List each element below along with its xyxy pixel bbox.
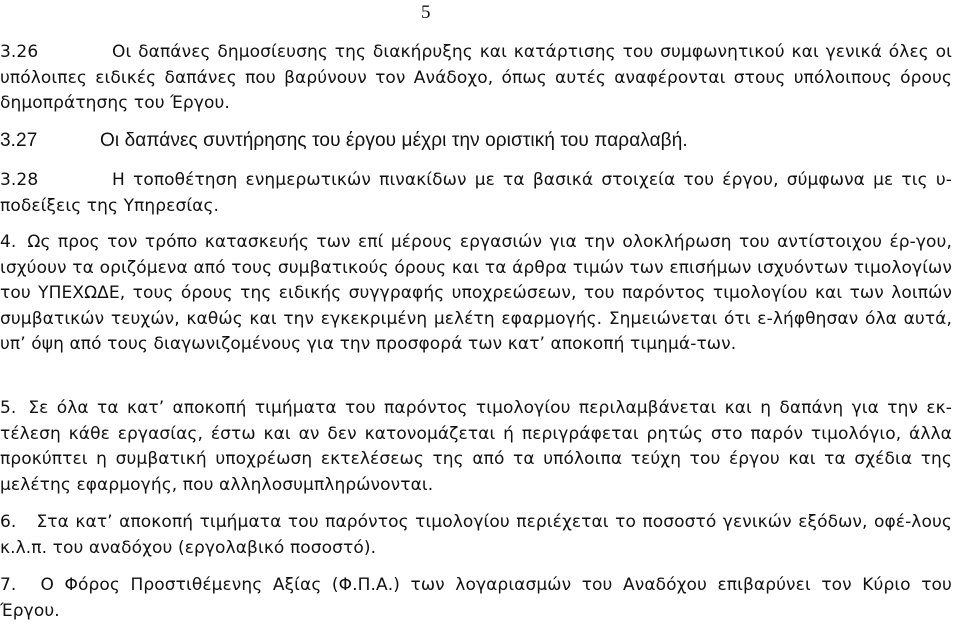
paragraph-number: 7. <box>0 575 17 595</box>
paragraph-3-28 <box>0 168 952 219</box>
paragraph-4 <box>0 230 952 358</box>
paragraph-text: Ως προς τον τρόπο κατασκευής των επί μέρους εργασιών για την ολοκλήρωση του αντίστοιχου έρ-γου, ισχύουν τα οριζόμενα από τους συμβατικούς όρους και τα άρθρα τιμών των επισήμων ισχυόντων τιμολογίων του ΥΠΕΧΩΔΕ, τους όρους της ειδικής συγγραφής υποχρεώσεων, του παρόντος τιμολογίου και των λοιπών συμβατικών τευχών, καθώς και την εγκεκριμένη μελέτη εφαρμογής. Σημειώνεται ότι ε-λήφθησαν όλα αυτά, υπ’ όψη από τους διαγωνιζομένους για την προσφορά των κατ’ αποκοπή τιμημά-των. <box>0 232 952 354</box>
paragraph-5 <box>0 396 952 498</box>
paragraph-text: Ο Φόρος Προστιθέμενης Αξίας (Φ.Π.Α.) των λογαριασμών του Αναδόχου επιβαρύνει τον Κύριο του Έργου. <box>0 575 952 621</box>
paragraph-text: Οι δαπάνες δημοσίευσης της διακήρυξης και κατάρτισης του συμφωνητικού και γενικά όλες οι υπόλοιπες ειδικές δαπάνες που βαρύνουν τον Ανάδοχο, όπως αυτές αναφέρονται στους υπόλοιπους όρους δημοπράτησης του Έργου. <box>0 42 952 113</box>
paragraph-number: 4. <box>0 232 17 252</box>
paragraph-number: 3.28 <box>0 170 39 190</box>
paragraph-text: Οι δαπάνες συντήρησης του έργου μέχρι την οριστική του παραλαβή. <box>100 130 688 151</box>
paragraph-number: 5. <box>0 398 17 418</box>
page-number: 5 <box>421 2 431 23</box>
paragraph-text: Σε όλα τα κατ’ αποκοπή τιμήματα του παρόντος τιμολογίου περιλαμβάνεται και η δαπάνη για την εκ-τέλεση κάθε εργασίας, έστω και αν δεν κατονομάζεται ή περιγράφεται ρητώς στο παρόν τιμολόγιο, άλλα προκύπτει η συμβατική υποχρέωση εκτελέσεως της από τα υπόλοιπα τεύχη του έργου και τα σχέδια της μελέτης εφαρμογής, που αλληλοσυμπληρώνονται. <box>0 398 952 495</box>
paragraph-number: 3.26 <box>0 42 39 62</box>
paragraph-text: Η τοποθέτηση ενημερωτικών πινακίδων με τα βασικά στοιχεία του έργου, σύμφωνα με τις υ-ποδείξεις της Υπηρεσίας. <box>0 170 952 216</box>
paragraph-7 <box>0 573 952 624</box>
paragraph-3-27 <box>0 128 952 154</box>
paragraph-number: 3.27 <box>0 130 38 151</box>
paragraph-text: Στα κατ’ αποκοπή τιμήματα του παρόντος τιμολογίου περιέχεται το ποσοστό γενικών εξόδων, οφέ-λους κ.λ.π. του αναδόχου (εργολαβικό ποσοστό). <box>0 512 952 558</box>
paragraph-6 <box>0 510 952 561</box>
paragraph-3-26 <box>0 40 952 117</box>
paragraph-number: 6. <box>0 512 17 532</box>
